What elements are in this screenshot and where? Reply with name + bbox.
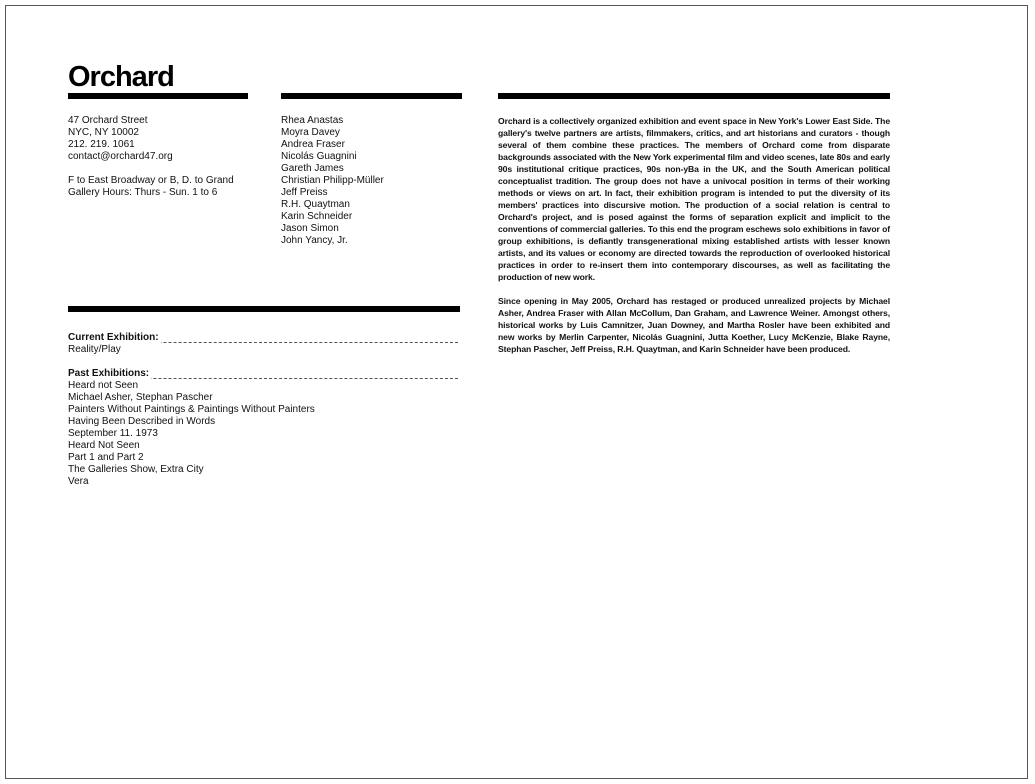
- divider-rule: [281, 93, 462, 99]
- gallery-hours: Gallery Hours: Thurs - Sun. 1 to 6: [68, 187, 218, 198]
- partner-name: Moyra Davey: [281, 127, 340, 138]
- address-line: 47 Orchard Street: [68, 115, 148, 126]
- address-line: NYC, NY 10002: [68, 127, 139, 138]
- past-exhibition-link[interactable]: Vera: [68, 476, 89, 487]
- partners-list: [281, 115, 481, 247]
- past-exhibition-link[interactable]: September 11. 1973: [68, 428, 158, 439]
- past-exhibition-link[interactable]: Painters Without Paintings & Paintings Without Painters: [68, 404, 315, 415]
- past-exhibition-link[interactable]: Part 1 and Part 2: [68, 452, 144, 463]
- phone-number: 212. 219. 1061: [68, 139, 135, 150]
- divider-rule: [68, 306, 460, 312]
- current-exhibition-link[interactable]: Reality/Play: [68, 344, 121, 355]
- partner-name: Andrea Fraser: [281, 139, 345, 150]
- past-exhibition-link[interactable]: Michael Asher, Stephan Pascher: [68, 392, 213, 403]
- about-paragraph: Orchard is a collectively organized exhibition and event space in New York's Lower East Side. The gallery's twelve partners are artists, filmmakers, critics, and art historians and curators - though several of them combine these practices. The members of Orchard come from disparate backgrounds associated with the New York experimental film and video scenes, late 80s and early 90s institutional critique practices, 90s non-yBa in the UK, and the South American political conceptualist tradition. The group does not have a univocal position in terms of their working methods or views on art. In fact, their exhibition program is intended to put the diversity of its members' practices into discursive motion. The production of a social relation is central to Orchard's project, and is posed against the forms of separation explicit and implicit to the conventions of commercial galleries. To this end the program eschews solo exhibitions in favor of group exhibitions, is defiantly transgenerational mixing established artists with lesser known artists, and its values or economy are directed towards the reproduction of overlooked historical practices in order to re-insert them into contemporary discourses, as well as facilitating the production of new work.: [498, 116, 890, 282]
- partner-name: Jason Simon: [281, 223, 339, 234]
- past-exhibition-link[interactable]: The Galleries Show, Extra City: [68, 464, 204, 475]
- partner-name: Jeff Preiss: [281, 187, 328, 198]
- partner-name: Nicolás Guagnini: [281, 151, 357, 162]
- exhibitions-section: [68, 332, 460, 488]
- past-exhibitions-heading: Past Exhibitions:: [68, 368, 460, 380]
- partner-name: R.H. Quaytman: [281, 199, 350, 210]
- divider-rule: [498, 93, 890, 99]
- partner-name: Rhea Anastas: [281, 115, 344, 126]
- about-paragraph: Since opening in May 2005, Orchard has restaged or produced unrealized projects by Michael Asher, Andrea Fraser with Allan McCollum, Dan Graham, and Lawrence Weiner. Amongst others, historical works by Luis Camnitzer, Juan Downey, and Martha Rosler have been exhibited and new works by Merlin Carpenter, Nicolás Guagnini, Jutta Koether, Lucy McKenzie, Blake Rayne, Stephan Pascher, Jeff Preiss, R.H. Quaytman, and Karin Schneider have been produced.: [498, 296, 890, 354]
- about-text: [498, 115, 890, 367]
- partner-name: Gareth James: [281, 163, 344, 174]
- partner-name: Karin Schneider: [281, 211, 353, 222]
- past-exhibition-link[interactable]: Heard not Seen: [68, 380, 139, 391]
- site-title: Orchard: [68, 61, 174, 93]
- divider-rule: [68, 93, 248, 99]
- contact-info: [68, 115, 268, 199]
- past-exhibition-link[interactable]: Heard Not Seen: [68, 440, 140, 451]
- email-link[interactable]: contact@orchard47.org: [68, 151, 173, 162]
- directions: F to East Broadway or B, D. to Grand: [68, 175, 234, 186]
- current-exhibition-heading: Current Exhibition:: [68, 332, 460, 344]
- past-exhibition-link[interactable]: Having Been Described in Words: [68, 416, 216, 427]
- partner-name: John Yancy, Jr.: [281, 235, 348, 246]
- partner-name: Christian Philipp-Müller: [281, 175, 384, 186]
